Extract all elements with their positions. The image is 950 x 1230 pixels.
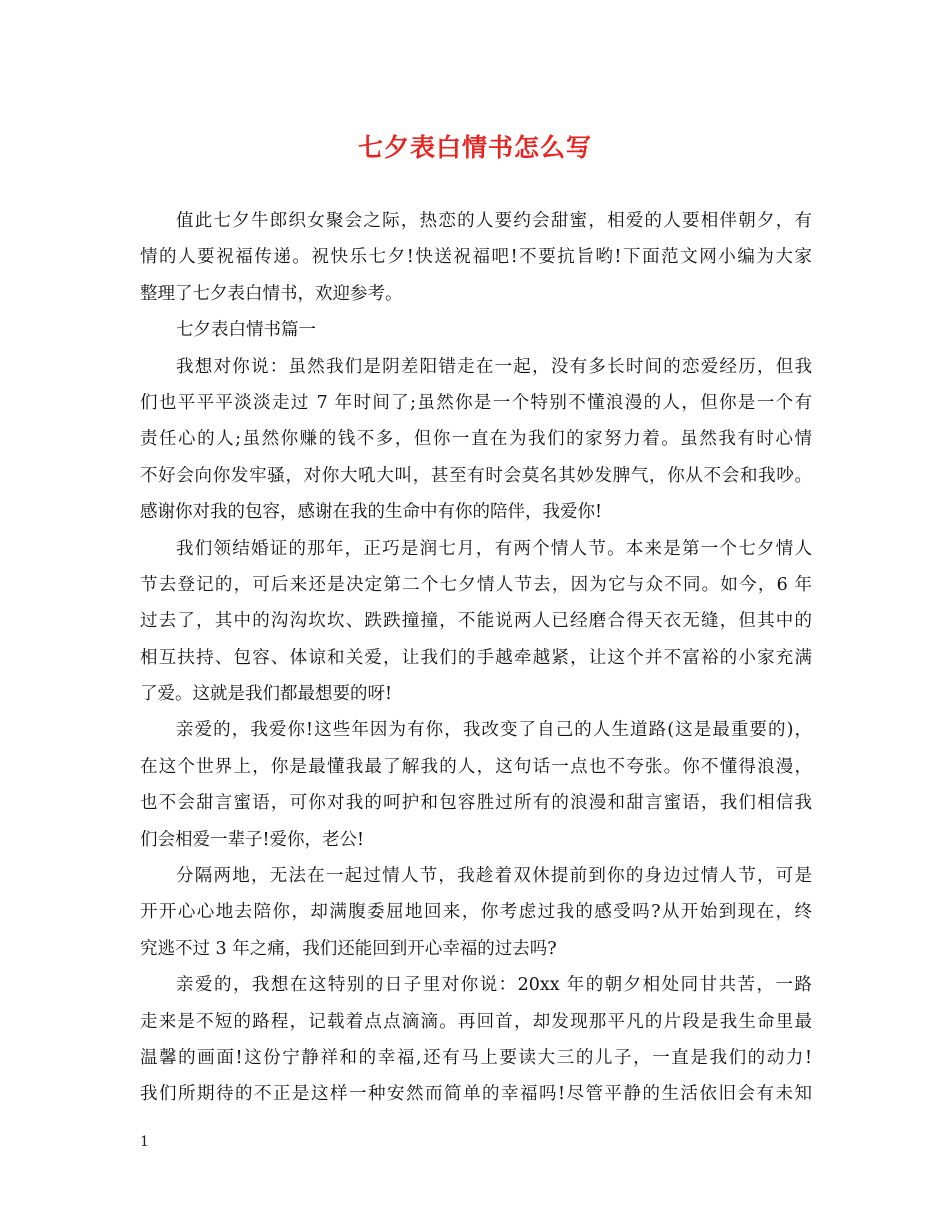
text-line: 温馨的画面!这份宁静祥和的幸福,还有马上要读大三的儿子，一直是我们的动力! xyxy=(140,1047,812,1068)
text-line: 走来是不短的路程，记载着点点滴滴。再回首，却发现那平凡的片段是我生命里最 xyxy=(140,1011,812,1032)
text-line: 分隔两地，无法在一起过情人节，我趁着双休提前到你的身边过情人节，可是 xyxy=(176,866,812,887)
text-line: 在这个世界上，你是最懂我最了解我的人，这句话一点也不夸张。你不懂得浪漫， xyxy=(140,756,812,777)
text-line: 亲爱的，我想在这特别的日子里对你说：20xx 年的朝夕相处同甘共苦，一路 xyxy=(176,975,812,996)
document-title: 七夕表白情书怎么写 xyxy=(357,133,592,162)
text-line: 值此七夕牛郎织女聚会之际，热恋的人要约会甜蜜，相爱的人要相伴朝夕，有 xyxy=(176,211,812,231)
text-line: 相互扶持、包容、体谅和关爱，让我们的手越牵越紧，让这个并不富裕的小家充满 xyxy=(140,647,812,668)
text-line: 也不会甜言蜜语，可你对我的呵护和包容胜过所有的浪漫和甜言蜜语，我们相信我 xyxy=(140,793,812,814)
text-line: 们会相爱一辈子!爱你，老公! xyxy=(140,829,365,850)
page-number: 1 xyxy=(140,1134,149,1150)
text-line: 我们所期待的不正是这样一种安然而简单的幸福吗!尽管平静的生活依旧会有未知 xyxy=(140,1084,812,1105)
text-line: 整理了七夕表白情书，欢迎参考。 xyxy=(140,283,403,304)
document-body xyxy=(140,203,812,1113)
text-line: 们也平平平淡淡走过 7 年时间了;虽然你是一个特别不懂浪漫的人，但你是一个有 xyxy=(140,392,812,413)
text-line: 究逃不过 3 年之痛，我们还能回到开心幸福的过去吗? xyxy=(140,938,557,959)
text-line: 节去登记的，可后来还是决定第二个七夕情人节去，因为它与众不同。如今，6 年 xyxy=(140,574,812,595)
text-line: 亲爱的，我爱你!这些年因为有你，我改变了自己的人生道路(这是最重要的)， xyxy=(176,720,812,741)
text-line: 感谢你对我的包容，感谢在我的生命中有你的陪伴，我爱你! xyxy=(140,502,603,523)
text-line: 情的人要祝福传递。祝快乐七夕!快送祝福吧!不要抗旨哟!下面范文网小编为大家 xyxy=(140,247,812,268)
text-line: 我们领结婚证的那年，正巧是润七月，有两个情人节。本来是第一个七夕情人 xyxy=(176,538,812,559)
text-line: 了爱。这就是我们都最想要的呀! xyxy=(140,684,393,705)
text-line: 过去了，其中的沟沟坎坎、跌跌撞撞，不能说两人已经磨合得天衣无缝，但其中的 xyxy=(140,611,812,632)
text-line: 责任心的人;虽然你赚的钱不多，但你一直在为我们的家努力着。虽然我有时心情 xyxy=(140,429,812,450)
text-line: 我想对你说：虽然我们是阴差阳错走在一起，没有多长时间的恋爱经历，但我 xyxy=(176,356,812,377)
text-line: 不好会向你发牢骚，对你大吼大叫，甚至有时会莫名其妙发脾气，你从不会和我吵。 xyxy=(140,465,812,486)
text-line: 七夕表白情书篇一 xyxy=(176,320,316,341)
text-line: 开开心心地去陪你，却满腹委屈地回来，你考虑过我的感受吗?从开始到现在，终 xyxy=(140,902,812,923)
